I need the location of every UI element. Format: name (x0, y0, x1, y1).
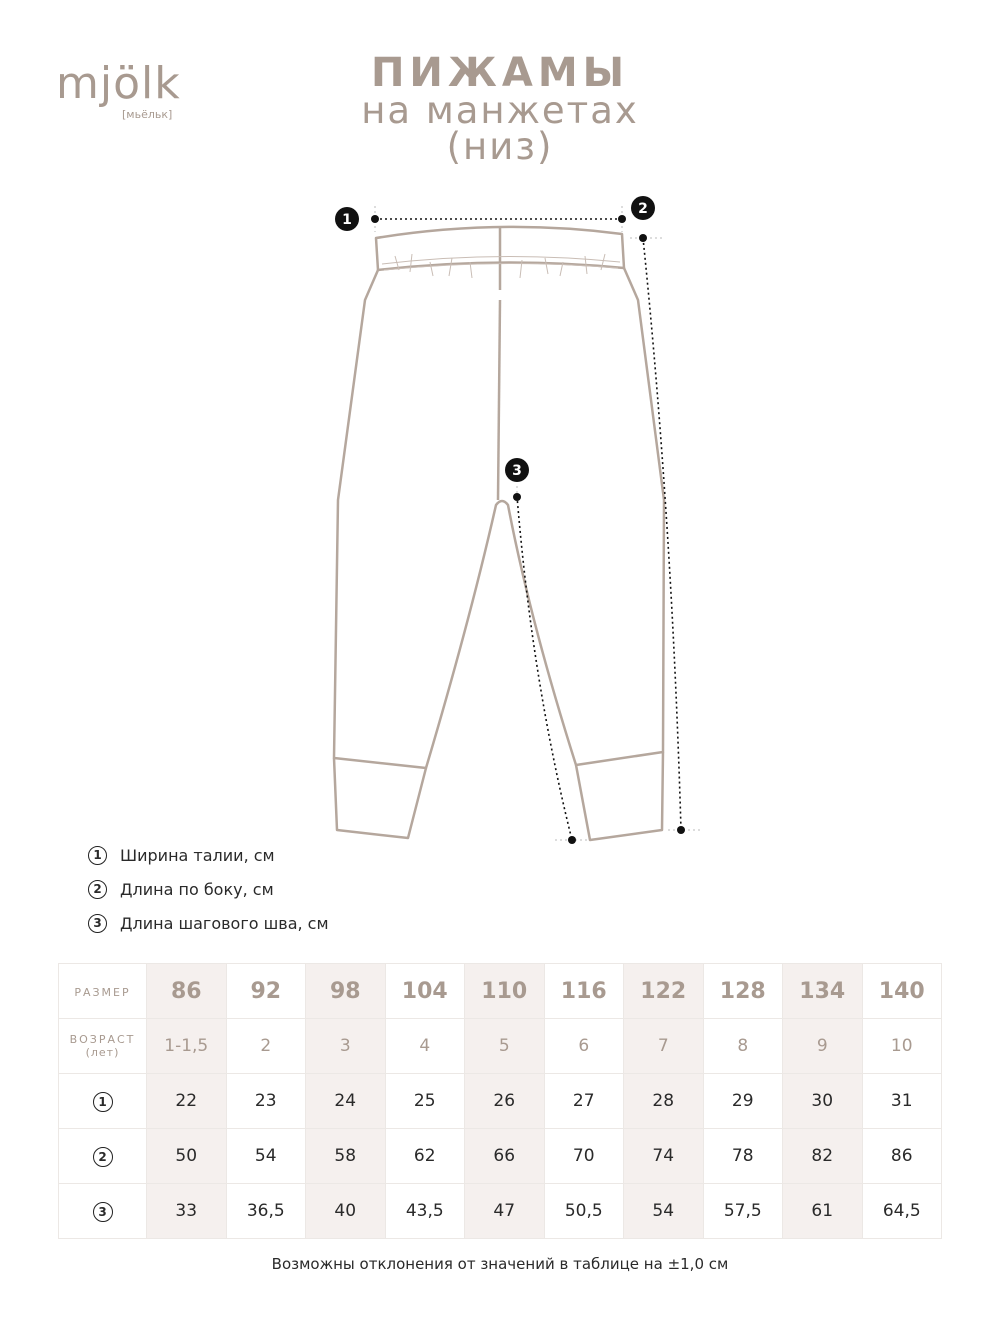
age-row (59, 1019, 942, 1074)
measure-cell: 33 (147, 1184, 227, 1239)
legend-num: 3 (88, 914, 107, 933)
legend-num: 1 (88, 846, 107, 865)
marker-1-label: 1 (342, 212, 352, 228)
age-cell: 2 (226, 1019, 306, 1074)
legend-label: Длина шагового шва, см (120, 913, 329, 933)
legend-item (88, 838, 329, 872)
measure-cell: 22 (147, 1074, 227, 1129)
guide-lines (375, 206, 700, 840)
age-cell: 1-1,5 (147, 1019, 227, 1074)
measurement-legend (88, 838, 329, 940)
measure-row-1 (59, 1074, 942, 1129)
measure-cell: 61 (783, 1184, 863, 1239)
measure-cell: 36,5 (226, 1184, 306, 1239)
size-cell: 116 (544, 964, 624, 1019)
measure-cell: 27 (544, 1074, 624, 1129)
measure-row-label: 3 (59, 1184, 147, 1239)
measure-cell: 23 (226, 1074, 306, 1129)
measure-cell: 82 (783, 1129, 863, 1184)
size-table (58, 963, 942, 1239)
measure-row-label: 2 (59, 1129, 147, 1184)
legend-num: 2 (88, 880, 107, 899)
pants-outline (334, 226, 664, 840)
size-cell: 110 (465, 964, 545, 1019)
legend-item (88, 872, 329, 906)
size-cell: 122 (624, 964, 704, 1019)
legend-label: Длина по боку, см (120, 879, 274, 899)
age-cell: 6 (544, 1019, 624, 1074)
age-cell: 10 (862, 1019, 942, 1074)
brand-transcription: [мьёльк] (122, 108, 173, 121)
measure-cell: 64,5 (862, 1184, 942, 1239)
age-row-label: ВОЗРАСТ (лет) (59, 1019, 147, 1074)
age-cell: 8 (703, 1019, 783, 1074)
age-cell: 4 (385, 1019, 465, 1074)
measure-cell: 86 (862, 1129, 942, 1184)
measure-cell: 70 (544, 1129, 624, 1184)
marker-1 (335, 207, 359, 231)
legend-item (88, 906, 329, 940)
measure-cell: 66 (465, 1129, 545, 1184)
measure-dots (371, 215, 685, 844)
measure-cell: 28 (624, 1074, 704, 1129)
measure-cell: 40 (306, 1184, 386, 1239)
marker-3 (505, 458, 529, 482)
brand-name: mjölk (56, 58, 181, 109)
size-cell: 86 (147, 964, 227, 1019)
measure-row-2 (59, 1129, 942, 1184)
page-subtitle: на манжетах (361, 89, 639, 132)
measure-cell: 43,5 (385, 1184, 465, 1239)
size-row-label: РАЗМЕР (59, 964, 147, 1019)
size-cell: 134 (783, 964, 863, 1019)
page-title: ПИЖАМЫ (370, 50, 630, 96)
age-cell: 7 (624, 1019, 704, 1074)
age-cell: 3 (306, 1019, 386, 1074)
measure-cell: 50 (147, 1129, 227, 1184)
measure-cell: 47 (465, 1184, 545, 1239)
marker-2 (631, 196, 655, 220)
measure-cell: 54 (624, 1184, 704, 1239)
measure-cell: 25 (385, 1074, 465, 1129)
marker-3-label: 3 (512, 463, 522, 479)
size-cell: 128 (703, 964, 783, 1019)
size-cell: 92 (226, 964, 306, 1019)
size-cell: 98 (306, 964, 386, 1019)
measure-cell: 62 (385, 1129, 465, 1184)
measure-cell: 31 (862, 1074, 942, 1129)
measure-row-3 (59, 1184, 942, 1239)
measure-cell: 57,5 (703, 1184, 783, 1239)
measure-lines (375, 219, 681, 840)
measure-cell: 26 (465, 1074, 545, 1129)
size-row (59, 964, 942, 1019)
size-cell: 140 (862, 964, 942, 1019)
measure-cell: 74 (624, 1129, 704, 1184)
measure-cell: 78 (703, 1129, 783, 1184)
measure-cell: 29 (703, 1074, 783, 1129)
tolerance-note: Возможны отклонения от значений в таблице на ±1,0 см (271, 1255, 729, 1273)
age-cell: 9 (783, 1019, 863, 1074)
measure-cell: 30 (783, 1074, 863, 1129)
legend-label: Ширина талии, см (120, 845, 275, 865)
measure-cell: 50,5 (544, 1184, 624, 1239)
measure-cell: 54 (226, 1129, 306, 1184)
measure-cell: 24 (306, 1074, 386, 1129)
measure-cell: 58 (306, 1129, 386, 1184)
page-subtitle-note: (низ) (446, 125, 554, 168)
age-cell: 5 (465, 1019, 545, 1074)
measure-row-label: 1 (59, 1074, 147, 1129)
marker-2-label: 2 (638, 201, 648, 217)
size-cell: 104 (385, 964, 465, 1019)
